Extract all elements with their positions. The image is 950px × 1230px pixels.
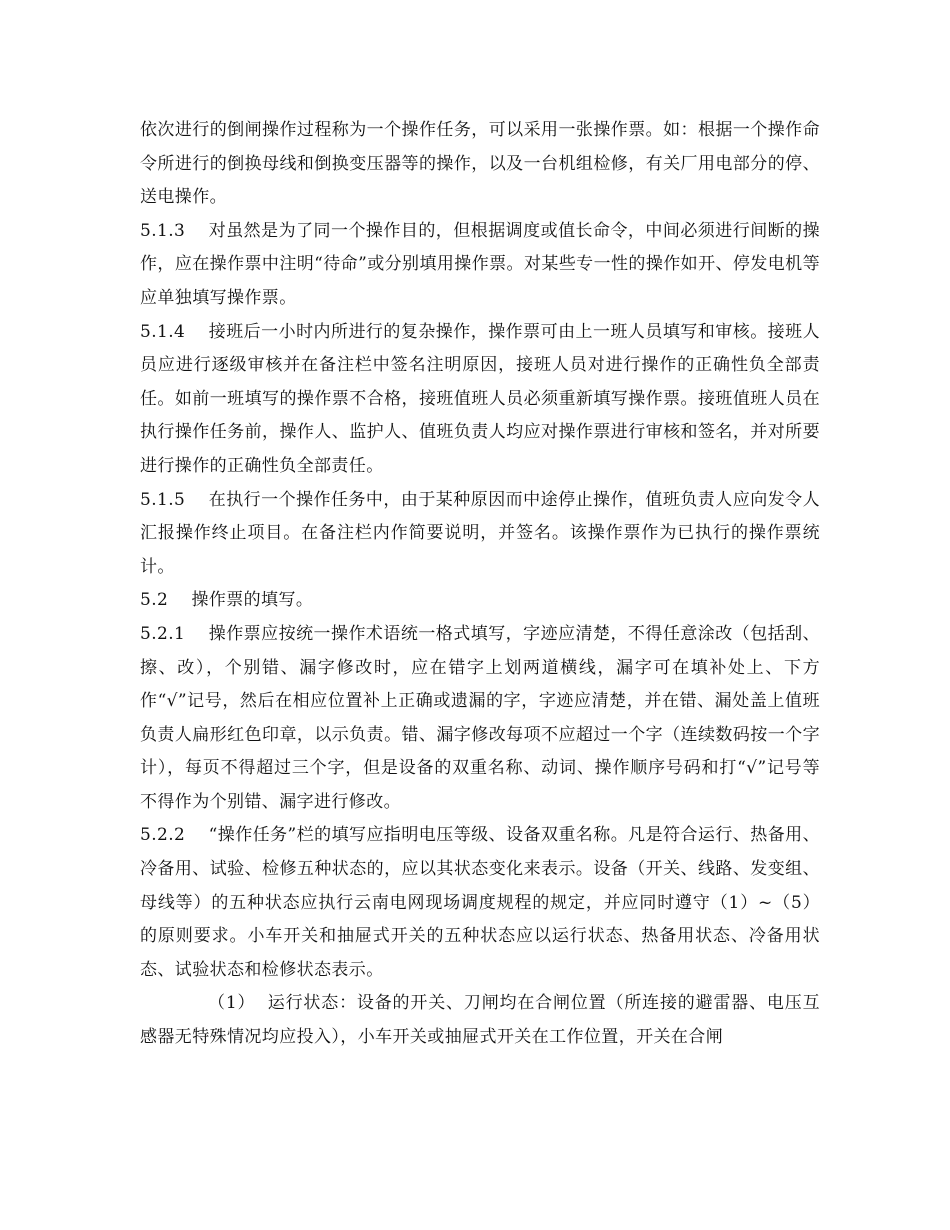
list-item-running-state: （1） 运行状态：设备的开关、刀闸均在合闸位置（所连接的避雷器、电压互感器无特殊情况均应投入），小车开关或抽屉式开关在工作位置，开关在合闸 (140, 993, 820, 1048)
paragraph-5-1-3: 5.1.3 对虽然是为了同一个操作目的，但根据调度或值长命令，中间必须进行间断的操作，应在操作票中注明“待命”或分别填用操作票。对某些专一性的操作如开、停发电机等应单独填写操作票。 (140, 220, 820, 308)
paragraph-5-1-5: 5.1.5 在执行一个操作任务中，由于某种原因而中途停止操作，值班负责人应向发令人汇报操作终止项目。在备注栏内作简要说明，并签名。该操作票作为已执行的操作票统计。 (140, 489, 820, 577)
paragraph-5-2-2: 5.2.2 “操作任务”栏的填写应指明电压等级、设备双重名称。凡是符合运行、热备用、冷备用、试验、检修五种状态的，应以其状态变化来表示。设备（开关、线路、发变组、母线等）的五种状态应执行云南电网现场调度规程的规定，并应同时遵守（1）~（5）的原则要求。小车开关和抽屉式开关的五种状态应以运行状态、热备用状态、冷备用状态、试验状态和检修状态表示。 (140, 825, 820, 980)
document-body (140, 114, 820, 1055)
section-heading-5-2: 5.2 操作票的填写。 (140, 590, 314, 611)
paragraph-5-1-4: 5.1.4 接班后一小时内所进行的复杂操作，操作票可由上一班人员填写和审核。接班人员应进行逐级审核并在备注栏中签名注明原因，接班人员对进行操作的正确性负全部责任。如前一班填写的操作票不合格，接班值班人员必须重新填写操作票。接班值班人员在执行操作任务前，操作人、监护人、值班负责人均应对操作票进行审核和签名，并对所要进行操作的正确性负全部责任。 (140, 321, 820, 476)
paragraph-5-2-1: 5.2.1 操作票应按统一操作术语统一格式填写，字迹应清楚，不得任意涂改（包括刮、擦、改），个别错、漏字修改时，应在错字上划两道横线，漏字可在填补处上、下方作“√”记号，然后在相应位置补上正确或遗漏的字，字迹应清楚，并在错、漏处盖上值班负责人扁形红色印章，以示负责。错、漏字修改每项不应超过一个字（连续数码按一个字计），每页不得超过三个字，但是设备的双重名称、动词、操作顺序号码和打“√”记号等不得作为个别错、漏字进行修改。 (140, 623, 820, 812)
paragraph-intro: 依次进行的倒闸操作过程称为一个操作任务，可以采用一张操作票。如：根据一个操作命令所进行的倒换母线和倒换变压器等的操作，以及一台机组检修，有关厂用电部分的停、送电操作。 (140, 120, 820, 208)
